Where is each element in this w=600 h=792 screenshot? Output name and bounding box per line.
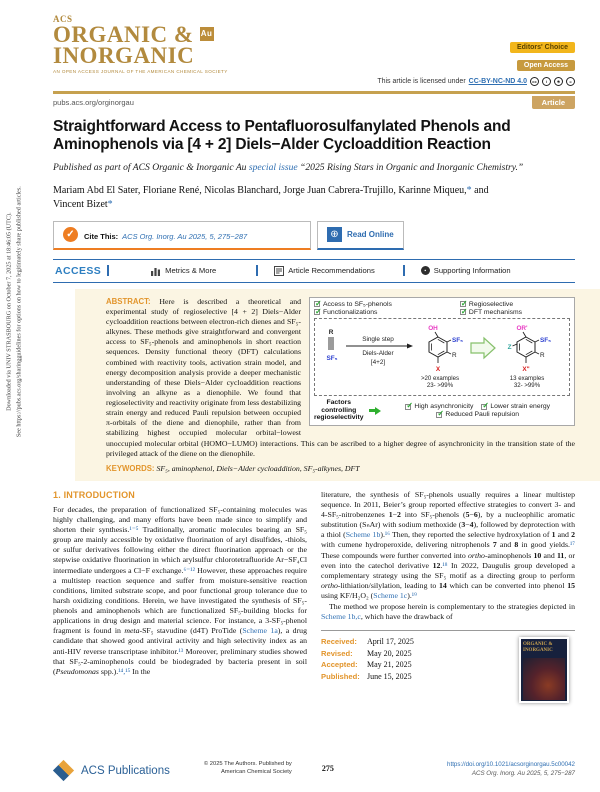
product1-examples: >20 examples — [420, 374, 460, 382]
product2-sf5-label: SF₅ — [540, 336, 552, 344]
intro-paragraph-right2: The method we propose herein is complementary to the strategies depicted in Scheme 1b,c, which have the drawback of — [321, 602, 575, 622]
metrics-link[interactable] — [151, 266, 216, 276]
cite-this-box[interactable] — [53, 221, 311, 250]
transformation-arrow — [471, 338, 495, 358]
cc-icon: cc — [530, 77, 539, 86]
journal-name-line1 — [53, 24, 228, 45]
feature-item: ✓ Functionalizations — [314, 309, 460, 316]
checkbox-icon — [460, 309, 466, 315]
left-column — [53, 490, 307, 772]
cite-bar — [53, 221, 575, 250]
cc-by-icon: i — [542, 77, 551, 86]
feature-item: ✓ Regioselective — [460, 301, 570, 308]
arrow-mid-label: Diels-Alder — [362, 349, 394, 357]
page-footer — [53, 761, 575, 780]
recommendations-link[interactable] — [274, 266, 375, 276]
date-row: Published: June 15, 2025 — [321, 671, 412, 681]
product2-yield: 32- >99% — [513, 381, 541, 389]
date-row: Revised: May 20, 2025 — [321, 648, 412, 658]
journal-name-line2: INORGANIC — [53, 43, 195, 68]
journal-logo — [53, 14, 228, 74]
article-dates-block — [321, 630, 575, 703]
access-link[interactable]: ACCESS — [55, 264, 102, 277]
product1-r-label: R — [452, 351, 457, 359]
factor-item: ✓ High asynchronicity — [405, 403, 473, 410]
footer-citation-block — [447, 761, 575, 778]
special-issue-line: Published as part of ACS Organic & Inorganic Au special issue “2025 Rising Stars in Organic and Inorganic Chemistry.” — [53, 162, 524, 174]
acs-logo-text: ACS — [53, 14, 73, 24]
intro-paragraph-right1: literature, the synthesis of SF₅-phenols usually requires a linear multistep sequence. In 2011, Beier’s group reported effective strategies to convert 3- and 4-SF₅-nitrobenzenes 1−2 into SF₅-phenols (5−6), by a nucleophilic aromatic substitution (SₙAr) with sodium methoxide (3−4), followed by deprotection with a thiol (Scheme 1b).¹⁶ Then, they reported the selective hydroxylation of 1 and 2 with cumene hydroperoxide, delivering nitrophenols 7 and 8 in good yields.¹⁷ These compounds were further converted into ortho-aminophenols 10 and 11, or even into the catechol derivative 12.¹⁸ In 2022, Daugulis group developed a complementary strategy using the SF₅ motif as a directing group to perform ortho-lithiation/silylation, leading to 14 which can be converted into phenol 15 using KF/H₂O₂ (Scheme 1c).¹⁹ — [321, 489, 575, 601]
supporting-info-label: Supporting Information — [433, 266, 511, 276]
cc-nc-icon: $ — [554, 77, 563, 86]
factors-label: Factors controlling regioselectivity — [314, 398, 364, 422]
green-arrow-icon — [369, 407, 381, 415]
feature-checklist — [314, 301, 570, 316]
product1-oh-label: OH — [428, 324, 438, 332]
journal-name-organic: ORGANIC & — [53, 22, 194, 47]
abstract-paragraph: ABSTRACT: Here is described a theoretical and experimental study of regioselective [4 + 2] Diels−Alder cycloaddition reactions between electron-rich dienes and SF₅-alkynes. These methods give straightforward and convergent access to SF₅-phenols and aminophenols in short reaction sequences. Density functional theory (DFT) calculations combined with reactivity tools, activation strain model, and energy decomposition analysis provide a deeper mechanistic understanding of these Diels−Alder cycloaddition reactions involving an alkyne as a dienophile. We found that regioselectivity and reactivity originate from less destabilizing strain energy and reduced Pauli repulsion between occupied π-orbitals of the diene and dienophile, rather than from stabilizing highest occupied molecular orbital−lowest unoccupied molecular orbital (HOMO−LUMO) interactions. This can be ascribed to a higher degree of asynchronicity in the transition state of the privileged attack of the diene on the dienophile. — [106, 296, 575, 458]
bar-chart-icon — [151, 266, 161, 276]
download-notice: Downloaded via UNIV STRASBOURG on October 7, 2025 at 18:46:05 (UTC). — [5, 212, 13, 411]
separator — [403, 265, 405, 276]
factor-item: ✓ Reduced Pauli repulsion — [436, 411, 519, 418]
article-type-badge: Article — [532, 96, 575, 109]
checkbox-icon — [481, 404, 487, 410]
factors-row — [314, 399, 570, 422]
keywords-label: KEYWORDS: — [106, 463, 155, 473]
header-divider — [53, 91, 575, 94]
license-line — [377, 77, 575, 86]
date-row: Accepted: May 21, 2025 — [321, 660, 412, 670]
citation-reference[interactable]: ACS Org. Inorg. Au 2025, 5, 275−287 — [122, 231, 248, 241]
product1-sf5-label: SF₅ — [452, 336, 464, 344]
copyright-notice: © 2025 The Authors. Published by American Chemical Society — [203, 761, 292, 775]
factors-checklist — [386, 403, 571, 418]
cite-this-label: Cite This: — [84, 231, 119, 241]
supporting-info-link[interactable] — [421, 266, 511, 275]
header-badges — [377, 36, 575, 86]
reaction-scheme — [314, 318, 570, 396]
product2-z-label: Z — [507, 343, 512, 351]
journal-cover-thumbnail: ORGANIC & INORGANIC — [519, 637, 569, 703]
product2-x-label: X" — [522, 365, 530, 373]
separator — [107, 265, 109, 276]
license-link[interactable]: CC-BY-NC-ND 4.0 — [468, 78, 527, 85]
keywords-text: SF₅, aminophenol, Diels−Alder cycloaddition, SF₅-alkynes, DFT — [154, 463, 360, 473]
article-recommendations-icon — [274, 266, 284, 276]
globe-icon: ⊕ — [327, 227, 342, 242]
url-row — [53, 96, 575, 109]
journal-url: pubs.acs.org/orginorgau — [53, 97, 134, 107]
alkyne-sf5-label: SF₅ — [326, 354, 338, 362]
abstract-section — [75, 289, 600, 481]
article-title: Straightforward Access to Pentafluorosulfanylated Phenols and Aminophenols via [4 + 2] Diels−Alder Cycloaddition Reaction — [53, 117, 511, 154]
open-access-badge: Open Access — [517, 60, 575, 71]
read-online-label: Read Online — [347, 230, 394, 240]
au-badge: Au — [200, 27, 214, 41]
graphical-abstract — [309, 297, 575, 426]
right-column — [321, 490, 575, 772]
editors-choice-badge: Editors' Choice — [510, 42, 575, 53]
dates-list — [321, 637, 414, 703]
separator — [256, 265, 258, 276]
cite-check-icon: ✓ — [63, 227, 78, 242]
product2-or-label: OR' — [516, 324, 528, 332]
doi-link[interactable]: https://doi.org/10.1021/acsorginorgau.5c00042 — [447, 761, 575, 768]
abstract-label: ABSTRACT: — [106, 296, 151, 306]
metrics-label: Metrics & More — [165, 266, 217, 276]
date-row: Received: April 17, 2025 — [321, 637, 414, 647]
footer-citation: ACS Org. Inorg. Au 2025, 5, 275−287 — [471, 769, 575, 777]
product1-x-label: X — [435, 365, 441, 373]
read-online-button[interactable] — [317, 221, 404, 250]
acs-publications-logo: ACS Publications — [53, 761, 170, 780]
article-body — [53, 490, 575, 772]
cover-artwork — [523, 658, 565, 700]
author-list: Mariam Abd El Sater, Floriane René, Nicolas Blanchard, Jorge Juan Cabrera-Trujillo, Karinne Miqueu,* and Vincent Bizet* — [53, 184, 489, 210]
feature-item: ✓ DFT mechanisms — [460, 309, 570, 316]
checkbox-icon — [436, 412, 442, 418]
keywords-line — [106, 464, 575, 473]
recommendations-label: Article Recommendations — [288, 266, 375, 276]
checkbox-icon — [314, 309, 320, 315]
checkbox-icon — [405, 404, 411, 410]
intro-paragraph-left: For decades, the preparation of functionalized SF₅-containing molecules was highly challenging, and many efforts have been made since to simplify and shorten their synthesis.¹⁻⁵ Traditionally, aromatic molecules bearing an SF₅ group are mainly accessible by oxidative fluorination of aryl disulfides, -thiols, or sulfur derivatives following either the direct fluorination approach or the stepwise oxidative fluorination in which arylsulfur chlorotetrafluoride Ar−SF₄Cl intermediate undergoes a Cl−F exchange.⁶⁻¹² However, these approaches require a multistep reaction sequence and suffer from moisture-sensitive reaction conditions, limited substrate scope, and poor functional group tolerance due to harsh oxidizing conditions. Herein, we have investigated the synthesis of SF₅-phenols and aminophenols which are functionalized SF₅-building blocks for applications in drug design and material science. For instance, a 3-SF₅-phenol fragment is found in meta-SF₅ stavudine (d4T) ProTide (Scheme 1a), a drug candidate that showed good antiviral activity and high selectivity index as an anti-HIV reverse transcriptase inhibitor.¹³ Moreover, preliminary studies showed that SF₅-2-aminophenols could be biodegraded by bacteria present in soil (Pseudomonas spp.).¹⁴,¹⁵ In the — [53, 504, 307, 676]
journal-header — [53, 14, 575, 86]
arrow-bottom-label: [4+2] — [370, 358, 386, 366]
sidebar-watermark — [4, 162, 23, 462]
product2-examples: 13 examples — [509, 374, 545, 382]
supporting-info-icon: ▪ — [421, 266, 430, 275]
feature-item: ✓ Access to SF₅-phenols — [314, 301, 460, 308]
acs-diamond-icon — [53, 760, 74, 781]
arrow-top-label: Single step — [362, 335, 394, 343]
access-bar — [53, 259, 575, 283]
sharing-guidelines-notice: See https://pubs.acs.org/sharingguidelines for options on how to legitimately share published articles. — [15, 186, 22, 438]
reaction-scheme-drawing — [316, 320, 570, 389]
page-number: 275 — [321, 764, 334, 773]
journal-tagline: AN OPEN ACCESS JOURNAL OF THE AMERICAN CHEMICAL SOCIETY — [53, 69, 228, 74]
license-prefix: This article is licensed under — [377, 78, 466, 85]
section-heading-introduction: 1. INTRODUCTION — [53, 489, 136, 500]
factor-item: ✓ Lower strain energy — [481, 403, 550, 410]
alkyne-r-label: R — [328, 328, 334, 336]
cc-nd-icon: = — [566, 77, 575, 86]
product1-yield: 23- >99% — [426, 381, 454, 389]
product2-r-label: R — [540, 351, 545, 359]
